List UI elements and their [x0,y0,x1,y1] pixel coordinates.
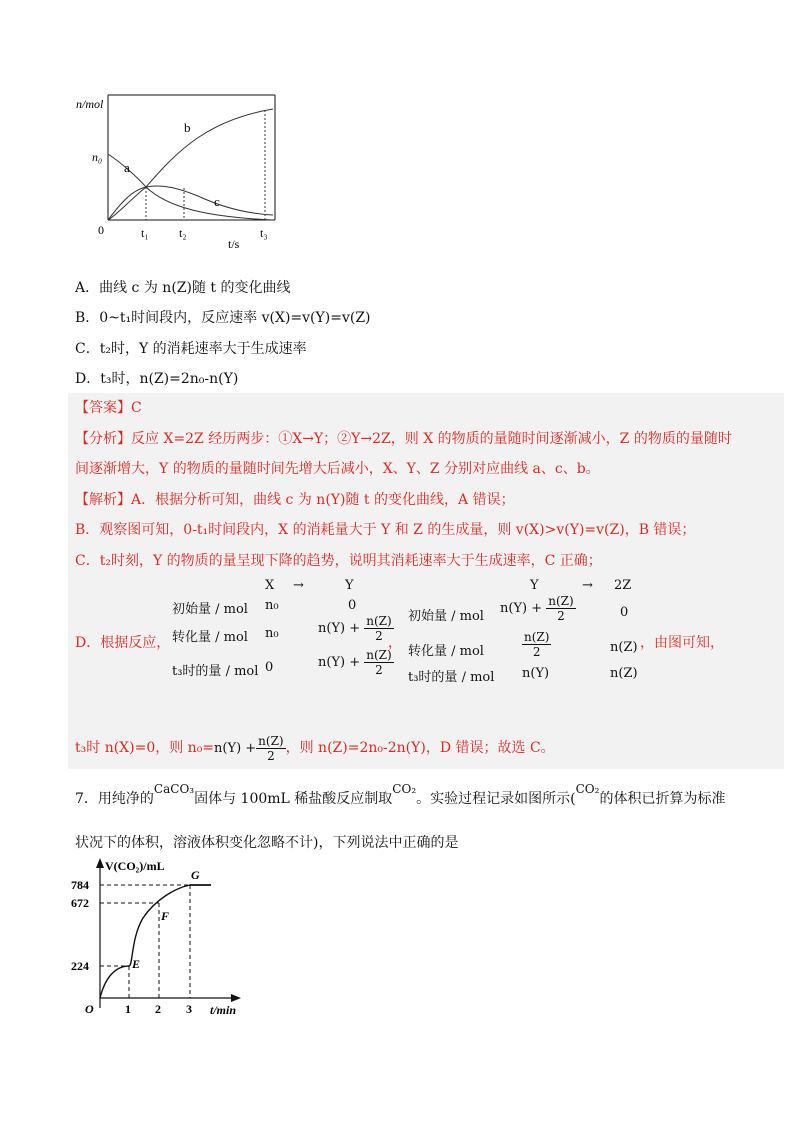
graph-2-x-arrow [231,994,241,1002]
table2-row-2: t₃时的量 / mol [408,670,495,685]
graph-1-origin: 0 [98,223,104,237]
graph-2-tick-784: 784 [71,878,89,892]
curve-a-label: a [124,160,130,175]
table2-y-conv [522,630,551,659]
graph-1-t2: t₂ [179,226,187,240]
table2-col-y: Y [530,578,539,593]
table1-y-conv-frac [364,614,393,643]
q7-l1-c: 。实验过程记录如图所示( [416,791,576,807]
table1-y-final [318,648,394,677]
table1-x-1: n₀ [265,626,279,641]
graph-1-ylabel: n/mol [76,97,104,111]
final-line-part-2: ，则 n(Z)=2n₀-2n(Y)，D 错误；故选 C。 [285,740,555,756]
table2-y-final: n(Y) [522,666,550,681]
graph-1-xlabel: t/s [228,237,240,251]
graph-2 [71,858,255,1018]
option-c: C．t₂时，Y 的消耗速率大于生成速率 [75,341,307,357]
q7-l1-d: 的体积已折算为标准 [599,791,726,807]
option-d: D．t₃时，n(Z)=2n₀-n(Y) [75,371,239,387]
answer-panel [68,393,784,769]
table2-y-init-frac [546,594,575,623]
option-b: B．0~t₁时间段内，反应速率 v(X)=v(Y)=v(Z) [75,310,371,326]
q7-l1-b: 固体与 100mL 稀盐酸反应制取 [194,791,393,807]
table2-y-init [500,594,576,623]
table2-y-init-expr: n(Y) + [500,601,543,616]
curve-c [108,186,273,220]
graph-2-tick-224: 224 [71,959,89,973]
frac-den: 2 [375,629,383,643]
final-expr-text: n(Y) + [214,741,257,756]
graph-1-t1: t₁ [141,226,149,240]
table1-x-0: n₀ [265,598,279,613]
frac-num: n(Z) [524,630,550,644]
graph-2-point-f: F [161,909,170,923]
q7-co2-a: CO₂ [392,782,417,796]
explain-d-lead: D．根据反应， [75,635,171,651]
curve-b [108,109,273,220]
table2-z-2: n(Z) [610,666,638,681]
graph-2-point-e: E [132,957,141,971]
table1-y-final-expr: n(Y) + [318,655,361,670]
graph-2-origin: O [85,1002,94,1016]
curve-c-label: c [214,194,220,209]
table1-x-2: 0 [265,660,274,675]
final-line [75,734,555,763]
frac-num: n(Z) [258,734,284,748]
table1-y-conv-expr: n(Y) + [318,621,361,636]
table2-row-0: 初始量 / mol [408,609,484,624]
graph-1 [76,90,288,251]
graph-2-ylabel: V(CO₂)/mL [105,859,165,873]
frac-den: 2 [532,645,541,659]
analysis-line-2: 间逐渐增大，Y 的物质的量随时间先增大后减小，X、Y、Z 分别对应曲线 a、c、b。 [75,461,600,477]
frac-den: 2 [267,749,275,763]
graph-2-y-arrow [96,858,104,868]
explain-d-tail: ，由图可知， [640,635,724,651]
graph-1-t3: t₃ [260,226,268,240]
graph-2-curve [100,885,211,998]
final-line-part-1: t₃时 n(X)=0，则 n₀= [75,740,215,756]
q7-line-2: 状况下的体积，溶液体积变化忽略不计)，下列说法中正确的是 [75,835,459,851]
graph-2-point-g: G [191,868,200,882]
table1-row-2: t₃时的量 / mol [172,664,259,679]
table1-y-init: 0 [348,598,357,613]
q7-l1-a: 7．用纯净的 [75,791,154,807]
graph-2-tick-1: 1 [125,1002,131,1016]
table1-col-x: X [265,578,275,593]
frac-den: 2 [557,609,565,623]
option-a: A．曲线 c 为 n(Z)随 t 的变化曲线 [75,280,291,296]
table2-z-1: n(Z) [610,640,638,655]
frac-num: n(Z) [548,594,574,608]
table1-y-conv [318,614,394,643]
table1-y-final-frac [364,648,393,677]
graph-1-n0-label: n₀ [92,150,103,164]
table1-arrow: → [293,578,304,593]
table1-row-1: 转化量 / mol [172,630,248,645]
final-line-expr [214,734,286,763]
table2-arrow: → [582,578,593,593]
q7-co2-b: CO₂ [575,782,600,796]
frac-num: n(Z) [366,614,392,628]
q7-caco3: CaCO₃ [153,782,195,796]
table2-z-0: 0 [620,605,629,620]
answer-line: 【答案】C [75,400,142,416]
graph-2-xlabel: t/min [210,1003,237,1017]
graph-2-tick-672: 672 [71,896,89,910]
table1-row-0: 初始量 / mol [172,602,248,617]
explain-b: B．观察图可知，0-t₁时间段内，X 的消耗量大于 Y 和 Z 的生成量，则 v(X)>v(Y)=v(Z)，B 错误； [75,522,696,538]
curve-b-label: b [184,120,191,135]
table2-row-1: 转化量 / mol [408,644,484,659]
table2-y-conv-frac [522,630,551,659]
analysis-line-1: 【分析】反应 X=2Z 经历两步：①X→Y；②Y→2Z，则 X 的物质的量随时间逐渐减小，Z 的物质的量随时 [75,431,732,447]
explain-c: C．t₂时刻，Y 的物质的量呈现下降的趋势，说明其消耗速率大于生成速率，C 正确； [75,553,602,569]
graph-2-tick-2: 2 [155,1002,161,1016]
explain-a: 【解析】A．根据分析可知，曲线 c 为 n(Y)随 t 的变化曲线，A 错误； [75,492,515,508]
final-frac [256,734,285,763]
q7-line-1 [75,782,726,808]
curve-a [108,154,273,220]
frac-num: n(Z) [366,648,392,662]
explain-d-comma: ， [388,635,402,651]
table1-col-y: Y [345,578,354,593]
table2-col-z: 2Z [614,578,632,593]
graph-2-tick-3: 3 [186,1002,192,1016]
frac-den: 2 [375,663,383,677]
